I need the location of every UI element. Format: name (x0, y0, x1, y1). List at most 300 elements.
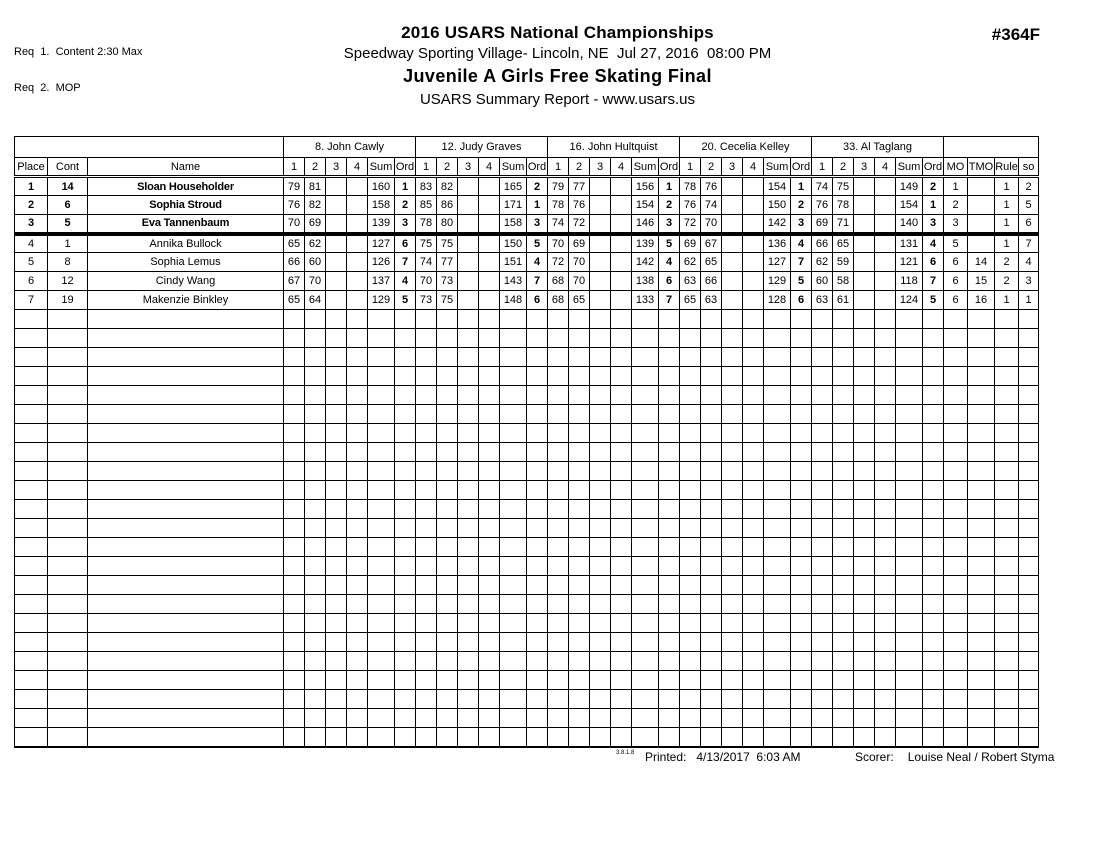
score-cell (284, 367, 305, 386)
score-cell: 74 (548, 215, 569, 234)
score-cell (548, 443, 569, 462)
score-cell (458, 424, 479, 443)
score-cell (416, 728, 437, 747)
score-cell (305, 728, 326, 747)
score-cell (812, 386, 833, 405)
ord-cell: 3 (659, 215, 680, 234)
ord-cell: 2 (923, 177, 944, 196)
col-header-place: Place (15, 158, 48, 177)
mo-cell (944, 348, 968, 367)
sum-cell (368, 329, 395, 348)
score-cell (479, 291, 500, 310)
judge-name-5: 33. Al Taglang (812, 137, 944, 158)
score-cell (479, 272, 500, 291)
sum-cell: 138 (632, 272, 659, 291)
sum-cell: 150 (764, 196, 791, 215)
score-cell (875, 576, 896, 595)
empty-row (15, 538, 1039, 557)
tmo-cell (968, 386, 995, 405)
sum-cell (500, 405, 527, 424)
sum-cell (764, 443, 791, 462)
score-cell: 71 (833, 215, 854, 234)
sum-cell (500, 443, 527, 462)
sum-cell (500, 728, 527, 747)
mo-cell (944, 329, 968, 348)
ord-cell (395, 405, 416, 424)
sum-cell (764, 576, 791, 595)
score-cell: 66 (701, 272, 722, 291)
score-cell (722, 329, 743, 348)
score-cell (284, 538, 305, 557)
ord-cell (923, 576, 944, 595)
score-cell (680, 348, 701, 367)
score-cell: 79 (548, 177, 569, 196)
score-cell (590, 500, 611, 519)
score-cell (416, 500, 437, 519)
score-cell: 74 (701, 196, 722, 215)
rule-cell (995, 500, 1019, 519)
tmo-cell (968, 595, 995, 614)
ord-cell (659, 424, 680, 443)
mo-cell (944, 481, 968, 500)
ord-cell: 7 (395, 253, 416, 272)
sum-cell (500, 652, 527, 671)
sum-cell (764, 652, 791, 671)
ord-cell: 7 (791, 253, 812, 272)
cont-cell: 1 (48, 234, 88, 253)
score-cell: 68 (548, 272, 569, 291)
place-cell: 2 (15, 196, 48, 215)
score-cell: 69 (569, 234, 590, 253)
mo-cell: 1 (944, 177, 968, 196)
score-cell (812, 519, 833, 538)
score-cell (611, 348, 632, 367)
sum-cell: 131 (896, 234, 923, 253)
score-cell (611, 728, 632, 747)
col-header-score: 1 (680, 158, 701, 177)
ord-cell (527, 671, 548, 690)
rule-cell (995, 614, 1019, 633)
sum-cell (764, 690, 791, 709)
score-cell (548, 519, 569, 538)
score-cell (479, 519, 500, 538)
sum-cell (632, 462, 659, 481)
ord-cell (659, 500, 680, 519)
score-cell (854, 196, 875, 215)
name-cell: Sophia Lemus (88, 253, 284, 272)
score-cell (590, 329, 611, 348)
sum-cell (896, 671, 923, 690)
score-cell (326, 196, 347, 215)
score-cell (611, 652, 632, 671)
score-cell (812, 576, 833, 595)
col-header-score: 4 (875, 158, 896, 177)
col-header-sum: Sum (896, 158, 923, 177)
score-cell (812, 500, 833, 519)
sum-cell: 156 (632, 177, 659, 196)
score-cell (458, 272, 479, 291)
score-cell (611, 443, 632, 462)
col-header-so: so (1019, 158, 1039, 177)
score-cell: 63 (680, 272, 701, 291)
report-type-line: USARS Summary Report - www.usars.us (419, 91, 696, 108)
ord-cell (923, 405, 944, 424)
score-cell (326, 253, 347, 272)
score-cell (437, 386, 458, 405)
score-cell (347, 443, 368, 462)
score-cell (458, 329, 479, 348)
score-cell (548, 348, 569, 367)
score-cell (479, 443, 500, 462)
ord-cell (395, 557, 416, 576)
score-cell (875, 386, 896, 405)
col-header-cont: Cont (48, 158, 88, 177)
score-cell (722, 595, 743, 614)
sum-cell (632, 500, 659, 519)
rule-cell: 1 (995, 291, 1019, 310)
col-header-tmo: TMO (968, 158, 995, 177)
sum-cell (368, 728, 395, 747)
score-cell (833, 443, 854, 462)
sum-cell (896, 709, 923, 728)
score-cell (701, 557, 722, 576)
score-cell (347, 519, 368, 538)
rule-cell (995, 538, 1019, 557)
score-cell (590, 272, 611, 291)
score-cell (305, 348, 326, 367)
ord-cell: 2 (791, 196, 812, 215)
score-cell (701, 633, 722, 652)
score-cell: 70 (701, 215, 722, 234)
score-cell (305, 595, 326, 614)
ord-cell (395, 386, 416, 405)
score-cell (743, 234, 764, 253)
score-cell (569, 405, 590, 424)
score-cell (326, 690, 347, 709)
so-cell (1019, 367, 1039, 386)
score-cell (722, 291, 743, 310)
rule-cell (995, 481, 1019, 500)
score-cell (569, 519, 590, 538)
score-cell (326, 424, 347, 443)
score-cell (590, 709, 611, 728)
sum-cell (632, 557, 659, 576)
score-cell (458, 405, 479, 424)
sum-cell (764, 329, 791, 348)
score-cell (743, 557, 764, 576)
score-cell (590, 519, 611, 538)
col-header-score: 4 (347, 158, 368, 177)
sum-cell (500, 709, 527, 728)
score-cell (701, 462, 722, 481)
score-cell (347, 291, 368, 310)
score-cell (743, 671, 764, 690)
ord-cell (527, 728, 548, 747)
score-cell (854, 481, 875, 500)
score-cell (722, 557, 743, 576)
place-cell (15, 709, 48, 728)
ord-cell (395, 443, 416, 462)
score-cell (590, 538, 611, 557)
score-cell (854, 671, 875, 690)
score-cell (416, 386, 437, 405)
score-cell: 73 (416, 291, 437, 310)
ord-cell (923, 595, 944, 614)
ord-cell (659, 633, 680, 652)
score-cell (833, 557, 854, 576)
score-cell (416, 367, 437, 386)
score-cell: 78 (416, 215, 437, 234)
so-cell (1019, 709, 1039, 728)
score-cell (305, 424, 326, 443)
ord-cell: 3 (923, 215, 944, 234)
score-cell (569, 633, 590, 652)
score-cell (305, 310, 326, 329)
score-cell (347, 500, 368, 519)
rule-cell (995, 557, 1019, 576)
ord-cell (923, 538, 944, 557)
score-cell: 75 (437, 234, 458, 253)
ord-cell (791, 652, 812, 671)
score-cell (722, 728, 743, 747)
tmo-cell (968, 671, 995, 690)
score-cell (479, 690, 500, 709)
skater-row (15, 291, 1039, 310)
score-cell (479, 481, 500, 500)
score-cell (743, 196, 764, 215)
score-cell: 66 (284, 253, 305, 272)
score-cell (347, 196, 368, 215)
score-cell (347, 177, 368, 196)
ord-cell (791, 576, 812, 595)
sum-cell (368, 576, 395, 595)
score-cell: 85 (416, 196, 437, 215)
score-cell (743, 652, 764, 671)
score-cell: 70 (416, 272, 437, 291)
score-cell (416, 690, 437, 709)
score-cell (569, 595, 590, 614)
ord-cell (527, 481, 548, 500)
place-cell (15, 652, 48, 671)
score-cell (812, 443, 833, 462)
score-cell (590, 557, 611, 576)
score-cell (743, 595, 764, 614)
name-cell: Cindy Wang (88, 272, 284, 291)
score-cell (701, 367, 722, 386)
score-cell (284, 633, 305, 652)
empty-row (15, 462, 1039, 481)
score-cell: 72 (680, 215, 701, 234)
scorer-value: Louise Neal / Robert Styma (907, 750, 1055, 764)
so-cell (1019, 728, 1039, 747)
tmo-cell (968, 500, 995, 519)
col-header-score: 3 (722, 158, 743, 177)
so-cell: 7 (1019, 234, 1039, 253)
ord-cell (395, 709, 416, 728)
score-cell: 69 (680, 234, 701, 253)
score-cell (416, 595, 437, 614)
sum-cell (896, 500, 923, 519)
score-cell: 59 (833, 253, 854, 272)
tmo-cell (968, 443, 995, 462)
score-cell (437, 367, 458, 386)
tmo-cell (968, 348, 995, 367)
rule-cell (995, 424, 1019, 443)
sum-cell: 150 (500, 234, 527, 253)
score-cell (347, 633, 368, 652)
cont-cell: 8 (48, 253, 88, 272)
score-cell (611, 595, 632, 614)
sum-cell (368, 652, 395, 671)
sum-cell (632, 481, 659, 500)
sum-cell (632, 728, 659, 747)
sum-cell (500, 671, 527, 690)
so-cell (1019, 538, 1039, 557)
score-cell (326, 367, 347, 386)
sum-cell: 128 (764, 291, 791, 310)
score-cell (479, 196, 500, 215)
tmo-cell (968, 614, 995, 633)
ord-cell (659, 728, 680, 747)
score-cell (458, 614, 479, 633)
cont-cell (48, 557, 88, 576)
score-cell (305, 367, 326, 386)
score-cell (875, 728, 896, 747)
place-cell (15, 519, 48, 538)
score-cell (305, 481, 326, 500)
score-cell (611, 386, 632, 405)
score-cell (305, 519, 326, 538)
score-cell (611, 690, 632, 709)
sum-cell (500, 348, 527, 367)
score-cell (590, 424, 611, 443)
sum-cell (896, 557, 923, 576)
sum-cell (500, 633, 527, 652)
ord-cell (923, 671, 944, 690)
score-cell (812, 538, 833, 557)
sum-cell (632, 690, 659, 709)
ord-cell: 5 (791, 272, 812, 291)
score-cell (743, 272, 764, 291)
score-cell (326, 538, 347, 557)
name-cell (88, 519, 284, 538)
score-cell: 70 (569, 272, 590, 291)
rule-cell (995, 595, 1019, 614)
score-cell: 72 (548, 253, 569, 272)
score-cell (548, 557, 569, 576)
score-cell (812, 405, 833, 424)
score-cell (812, 709, 833, 728)
place-cell (15, 557, 48, 576)
ord-cell (791, 424, 812, 443)
ord-cell (923, 652, 944, 671)
score-cell (701, 424, 722, 443)
score-cell (701, 519, 722, 538)
score-cell (611, 215, 632, 234)
col-header-score: 4 (479, 158, 500, 177)
col-header-ord: Ord (791, 158, 812, 177)
score-cell (548, 386, 569, 405)
score-cell (326, 177, 347, 196)
empty-row (15, 443, 1039, 462)
score-cell (680, 690, 701, 709)
sum-cell (500, 595, 527, 614)
name-cell (88, 462, 284, 481)
score-cell (416, 614, 437, 633)
score-cell (347, 538, 368, 557)
ord-cell (395, 348, 416, 367)
rule-cell (995, 652, 1019, 671)
place-cell (15, 728, 48, 747)
ord-cell (923, 367, 944, 386)
ord-cell (659, 652, 680, 671)
mo-cell (944, 405, 968, 424)
score-cell (437, 443, 458, 462)
req-line-2: Req 2. MOP (14, 82, 81, 94)
mo-cell (944, 310, 968, 329)
name-cell (88, 500, 284, 519)
sum-cell: 136 (764, 234, 791, 253)
score-cell (416, 310, 437, 329)
score-cell (347, 215, 368, 234)
score-cell (833, 424, 854, 443)
score-cell (743, 614, 764, 633)
col-header-score: 4 (611, 158, 632, 177)
score-cell (812, 481, 833, 500)
score-cell (284, 671, 305, 690)
cont-cell (48, 386, 88, 405)
mo-cell (944, 633, 968, 652)
column-header-row (15, 158, 1039, 177)
ord-cell (791, 367, 812, 386)
score-cell (347, 272, 368, 291)
score-cell: 65 (284, 234, 305, 253)
score-cell (875, 310, 896, 329)
score-cell (854, 348, 875, 367)
ord-cell (395, 519, 416, 538)
score-cell (854, 367, 875, 386)
score-cell (326, 728, 347, 747)
sum-cell (764, 348, 791, 367)
ord-cell (527, 519, 548, 538)
ord-cell (791, 443, 812, 462)
cont-cell (48, 671, 88, 690)
score-cell (326, 386, 347, 405)
score-cell (680, 614, 701, 633)
sum-cell (632, 348, 659, 367)
cont-cell (48, 709, 88, 728)
cont-cell: 5 (48, 215, 88, 234)
ord-cell: 1 (791, 177, 812, 196)
score-cell (875, 557, 896, 576)
score-cell (680, 671, 701, 690)
score-cell (812, 690, 833, 709)
cont-cell (48, 405, 88, 424)
tmo-cell (968, 481, 995, 500)
name-cell: Eva Tannenbaum (88, 215, 284, 234)
name-cell (88, 443, 284, 462)
so-cell (1019, 690, 1039, 709)
score-cell (812, 595, 833, 614)
score-cell (611, 709, 632, 728)
ord-cell (791, 500, 812, 519)
score-cell (875, 177, 896, 196)
tmo-cell (968, 576, 995, 595)
col-header-score: 2 (701, 158, 722, 177)
score-cell: 65 (833, 234, 854, 253)
ord-cell (395, 310, 416, 329)
score-cell (875, 614, 896, 633)
